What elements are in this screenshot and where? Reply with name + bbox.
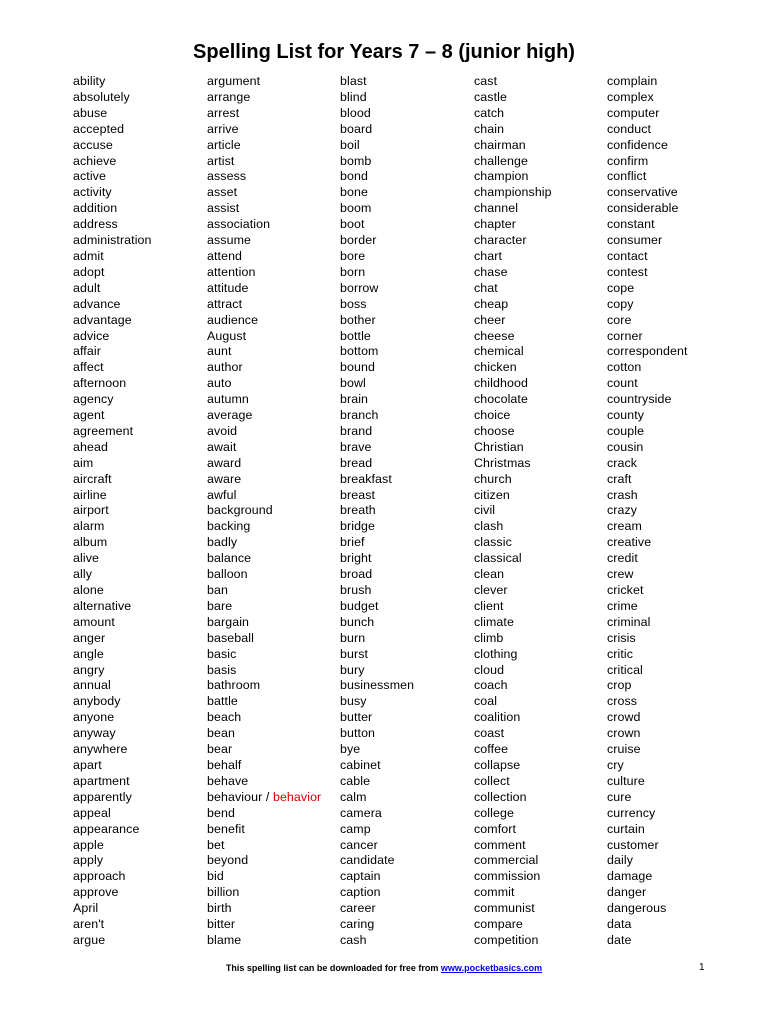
word-item: criminal [607, 614, 651, 629]
word-item: behave [207, 773, 249, 788]
word-column-3 [340, 74, 414, 949]
word-item: computer [607, 105, 660, 120]
word-item: candidate [340, 853, 395, 868]
word-item: bottle [340, 328, 371, 343]
word-item: advice [73, 328, 110, 343]
word-item: crazy [607, 503, 638, 518]
word-item: clever [474, 583, 508, 597]
word-column-1 [73, 74, 152, 949]
word-item: anywhere [73, 742, 128, 757]
word-item: approach [73, 869, 126, 884]
word-item: borrow [340, 280, 379, 295]
word-item: bitter [207, 917, 236, 932]
word-item: airport [73, 503, 109, 518]
word-item: beach [207, 710, 242, 725]
word-item: cheer [474, 312, 506, 327]
word-item: agency [73, 392, 114, 407]
word-item: busy [340, 694, 367, 709]
page-footer [0, 961, 768, 975]
word-item: breath [340, 503, 376, 518]
word-item: aren't [73, 917, 105, 932]
word-item: apparently [73, 789, 132, 804]
word-item: camera [340, 805, 382, 820]
word-item: calm [340, 789, 367, 804]
word-item: bond [340, 169, 368, 184]
word-item: credit [607, 551, 638, 566]
word-item: brush [340, 583, 372, 597]
word-item: basic [207, 646, 237, 661]
word-item: clothing [474, 646, 518, 661]
word-item: bathroom [207, 678, 261, 693]
word-item: bore [340, 248, 366, 263]
word-item: caption [340, 885, 381, 900]
word-item: coffee [474, 742, 509, 757]
word-item: autumn [207, 392, 249, 407]
word-item: bargain [207, 614, 250, 629]
word-item: college [474, 805, 514, 820]
word-item: cope [607, 280, 635, 295]
word-item: annual [73, 678, 111, 693]
word-item: auto [207, 376, 232, 391]
word-item: badly [207, 535, 238, 550]
word-item: artist [207, 153, 235, 168]
word-item: danger [607, 885, 647, 900]
word-item: benefit [207, 821, 245, 836]
word-item: assist [207, 201, 240, 216]
word-item: competition [474, 932, 539, 947]
word-item: attitude [207, 280, 249, 295]
word-item: cry [607, 757, 624, 772]
word-item: advantage [73, 312, 132, 327]
word-item: chase [474, 264, 508, 279]
word-item: anyway [73, 726, 116, 741]
word-item: character [474, 233, 527, 248]
word-item: admit [73, 248, 104, 263]
word-item: affair [73, 344, 101, 359]
word-item: currency [607, 805, 656, 820]
word-item: award [207, 455, 242, 470]
word-item: client [474, 598, 504, 613]
word-item: boom [340, 201, 372, 216]
word-item: core [607, 312, 632, 327]
footer-note [0, 961, 768, 975]
word-item: dangerous [607, 901, 667, 916]
word-item: chat [474, 280, 498, 295]
word-item: breast [340, 487, 376, 502]
word-item: behalf [207, 757, 242, 772]
word-item: birth [207, 901, 232, 916]
word-item: adult [73, 280, 101, 295]
word-item: abuse [73, 105, 108, 120]
word-item: conduct [607, 121, 652, 136]
word-item: crack [607, 455, 638, 470]
word-item: bean [207, 726, 235, 741]
word-item: apply [73, 853, 104, 868]
word-item: bridge [340, 519, 376, 534]
word-item: bone [340, 185, 368, 200]
word-item: crime [607, 598, 638, 613]
word-item: choice [474, 408, 511, 423]
word-item: crew [607, 567, 634, 582]
word-item: conflict [607, 169, 647, 184]
word-item: cousin [607, 439, 644, 454]
word-item: curtain [607, 821, 645, 836]
word-item: angry [73, 662, 105, 677]
page-number: 1 [699, 962, 705, 973]
word-item: consumer [607, 233, 663, 248]
word-item: climate [474, 614, 514, 629]
word-item: ban [207, 583, 228, 597]
word-item: baseball [207, 630, 254, 645]
word-item: cotton [607, 360, 642, 375]
word-item: cloud [474, 662, 505, 677]
word-item: constant [607, 217, 655, 232]
word-item: clash [474, 519, 504, 534]
word-item: correspondent [607, 344, 688, 359]
word-item: cheese [474, 328, 515, 343]
word-column-2 [207, 74, 321, 949]
word-item: commission [474, 869, 541, 884]
word-item: aim [73, 455, 94, 470]
word-item: championship [474, 185, 552, 200]
word-item: cable [340, 773, 371, 788]
word-item: border [340, 233, 377, 248]
word-item: article [207, 137, 241, 152]
word-item: count [607, 376, 638, 391]
word-item: corner [607, 328, 643, 343]
word-item: asset [207, 185, 238, 200]
word-item: brand [340, 423, 373, 438]
word-item: civil [474, 503, 496, 518]
word-item: considerable [607, 201, 679, 216]
word-item: customer [607, 837, 659, 852]
word-item: critical [607, 662, 643, 677]
word-item: daily [607, 853, 633, 868]
word-item: beyond [207, 853, 249, 868]
word-item: address [73, 217, 118, 232]
word-item: bear [207, 742, 233, 757]
word-item: data [607, 917, 632, 932]
word-item: childhood [474, 376, 528, 391]
word-item: angle [73, 646, 104, 661]
word-item: achieve [73, 153, 117, 168]
word-item: communist [474, 901, 535, 916]
word-item: cheap [474, 296, 509, 311]
word-item: board [340, 121, 373, 136]
word-item: approve [73, 885, 119, 900]
word-item: crowd [607, 710, 641, 725]
word-item: balloon [207, 567, 248, 582]
word-item: boss [340, 296, 367, 311]
word-item: career [340, 901, 376, 916]
word-item: author [207, 360, 243, 375]
word-item: chain [474, 121, 505, 136]
word-item: battle [207, 694, 238, 709]
word-item: champion [474, 169, 529, 184]
word-item: collection [474, 789, 527, 804]
word-item: confidence [607, 137, 668, 152]
word-item: castle [474, 89, 507, 104]
word-item: contest [607, 264, 648, 279]
word-item: alone [73, 583, 104, 597]
word-item: assume [207, 233, 251, 248]
word-item: compare [474, 917, 523, 932]
word-item: avoid [207, 423, 238, 438]
word-item: alternative [73, 598, 132, 613]
page-title: Spelling List for Years 7 – 8 (junior high) [193, 41, 575, 63]
word-item: couple [607, 423, 645, 438]
word-item: bottom [340, 344, 379, 359]
word-item: arrive [207, 121, 239, 136]
word-item: billion [207, 885, 240, 900]
word-item: cancer [340, 837, 378, 852]
word-item: choose [474, 423, 515, 438]
word-item: advance [73, 296, 121, 311]
word-item: coalition [474, 710, 521, 725]
word-item: blast [340, 74, 367, 88]
word-item: citizen [474, 487, 510, 502]
word-item: cross [607, 694, 638, 709]
word-item: bye [340, 742, 361, 757]
word-item: chapter [474, 217, 517, 232]
word-item: classical [474, 551, 522, 566]
word-item: complain [607, 74, 658, 88]
word-item: cabinet [340, 757, 381, 772]
word-item: August [207, 328, 247, 343]
word-item: born [340, 264, 366, 279]
word-item: blood [340, 105, 371, 120]
word-item: burn [340, 630, 366, 645]
word-item: boil [340, 137, 360, 152]
word-item: commercial [474, 853, 539, 868]
word-item: budget [340, 598, 379, 613]
alternate-spelling: behavior [272, 789, 322, 804]
word-item: clean [474, 567, 505, 582]
word-column-5 [607, 74, 688, 949]
word-item: climb [474, 630, 504, 645]
word-item: blind [340, 89, 367, 104]
word-item: button [340, 726, 376, 741]
word-item: bread [340, 455, 373, 470]
word-item: bury [340, 662, 365, 677]
word-item: cash [340, 932, 367, 947]
word-item: confirm [607, 153, 649, 168]
word-item: average [207, 408, 253, 423]
word-item: crown [607, 726, 641, 741]
word-item: cricket [607, 583, 644, 597]
word-item: bowl [340, 376, 366, 391]
word-item: alarm [73, 519, 105, 534]
word-item: butter [340, 710, 373, 725]
word-item: airline [73, 487, 107, 502]
word-item: chairman [474, 137, 526, 152]
word-item: branch [340, 408, 379, 423]
word-item: arrest [207, 105, 240, 120]
word-item: absolutely [73, 89, 130, 104]
word-item: cream [607, 519, 642, 534]
word-item: accepted [73, 121, 125, 136]
word-item: comment [474, 837, 526, 852]
word-item: coach [474, 678, 508, 693]
word-item: aunt [207, 344, 232, 359]
word-item: cast [474, 74, 498, 88]
word-item: adopt [73, 264, 105, 279]
word-item: bound [340, 360, 375, 375]
word-column-4 [474, 74, 552, 949]
word-item: creative [607, 535, 652, 550]
word-item: conservative [607, 185, 678, 200]
word-item: background [207, 503, 273, 518]
word-item: addition [73, 201, 118, 216]
word-item: catch [474, 105, 505, 120]
word-item: caring [340, 917, 375, 932]
word-item: church [474, 471, 512, 486]
word-item: coast [474, 726, 505, 741]
word-item: apartment [73, 773, 130, 788]
word-item: ahead [73, 439, 108, 454]
word-item: attend [207, 248, 243, 263]
word-item: afternoon [73, 376, 127, 391]
word-item: collect [474, 773, 510, 788]
word-item: arrange [207, 89, 251, 104]
word-item: basis [207, 662, 237, 677]
word-item: attract [207, 296, 243, 311]
word-item: boot [340, 217, 365, 232]
word-item: April [73, 901, 99, 916]
word-item: camp [340, 821, 371, 836]
word-item: audience [207, 312, 259, 327]
word-item: critic [607, 646, 634, 661]
word-item: date [607, 932, 632, 947]
word-item: await [207, 439, 237, 454]
word-item: anyone [73, 710, 115, 725]
word-item: chocolate [474, 392, 528, 407]
word-item: burst [340, 646, 369, 661]
word-item: bid [207, 869, 224, 884]
word-item: collapse [474, 757, 521, 772]
word-item: attention [207, 264, 256, 279]
word-item: channel [474, 201, 519, 216]
word-item: aircraft [73, 471, 112, 486]
word-item: alive [73, 551, 99, 566]
word-item: crash [607, 487, 638, 502]
word-item: bet [207, 837, 225, 852]
word-item: accuse [73, 137, 113, 152]
word-item: bend [207, 805, 235, 820]
word-item: backing [207, 519, 251, 534]
word-item: comfort [474, 821, 517, 836]
word-item: apple [73, 837, 104, 852]
word-item: complex [607, 89, 654, 104]
word-item: anger [73, 630, 106, 645]
word-item: argument [207, 74, 261, 88]
word-item: chart [474, 248, 503, 263]
word-item: chemical [474, 344, 524, 359]
word-item: captain [340, 869, 381, 884]
word-item: crop [607, 678, 632, 693]
word-item: administration [73, 233, 152, 248]
word-item: bother [340, 312, 376, 327]
word-item: commit [474, 885, 515, 900]
word-item: culture [607, 773, 645, 788]
word-item: album [73, 535, 108, 550]
word-item: awful [207, 487, 237, 502]
word-item: apart [73, 757, 102, 772]
word-item: challenge [474, 153, 528, 168]
word-item: appeal [73, 805, 111, 820]
word-item: ally [73, 567, 92, 582]
word-item: aware [207, 471, 242, 486]
word-item: copy [607, 296, 634, 311]
word-item: contact [607, 248, 648, 263]
word-item: behaviour / behavior [207, 789, 322, 804]
word-item: assess [207, 169, 247, 184]
word-item: activity [73, 185, 112, 200]
word-item: cure [607, 789, 632, 804]
word-item: ability [73, 74, 106, 88]
footer-text: This spelling list can be downloaded for free from [225, 963, 441, 973]
word-item: appearance [73, 821, 140, 836]
word-item: blame [207, 932, 242, 947]
word-item: bomb [340, 153, 372, 168]
word-item: agreement [73, 423, 134, 438]
word-item: bunch [340, 614, 375, 629]
word-item: broad [340, 567, 373, 582]
word-item: active [73, 169, 106, 184]
word-item: bright [340, 551, 372, 566]
word-item: bare [207, 598, 233, 613]
word-item: chicken [474, 360, 517, 375]
word-item: association [207, 217, 271, 232]
word-grid [0, 74, 768, 954]
word-item: balance [207, 551, 252, 566]
word-item: countryside [607, 392, 672, 407]
word-item: county [607, 408, 645, 423]
word-item: coal [474, 694, 498, 709]
word-item: businessmen [340, 678, 415, 693]
word-item: crisis [607, 630, 636, 645]
word-item: anybody [73, 694, 121, 709]
word-item: agent [73, 408, 105, 423]
word-item: brief [340, 535, 365, 550]
word-item: amount [73, 614, 115, 629]
word-item: brain [340, 392, 369, 407]
word-item: classic [474, 535, 512, 550]
word-item: Christmas [474, 455, 531, 470]
footer-link[interactable]: www.pocketbasics.com [440, 963, 543, 973]
word-item: brave [340, 439, 372, 454]
word-item: argue [73, 932, 106, 947]
word-item: Christian [474, 439, 524, 454]
word-item: cruise [607, 742, 641, 757]
word-item: breakfast [340, 471, 392, 486]
word-item: damage [607, 869, 653, 884]
word-item: affect [73, 360, 104, 375]
word-item: craft [607, 471, 632, 486]
